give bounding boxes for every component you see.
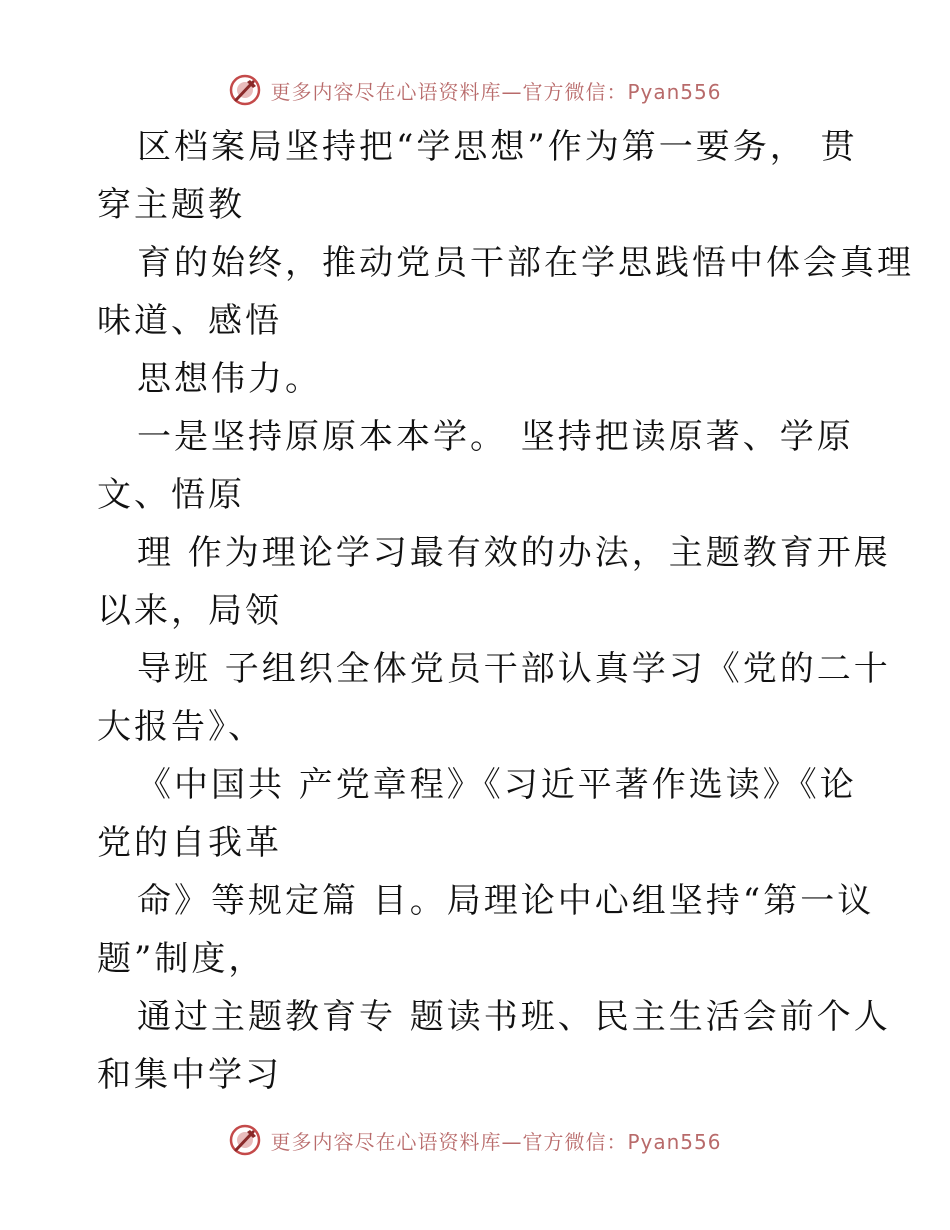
body-line: 《中国共 产党章程》《习近平著作选读》《论 (137, 765, 857, 805)
header-banner-text: 更多内容尽在心语资料库—官方微信：Pyan556 (270, 79, 722, 104)
brand-logo-icon (228, 1123, 262, 1157)
body-line: 大报告》、 (97, 707, 265, 747)
body-line: 思想伟力。 (137, 359, 322, 399)
body-line: 文、悟原 (97, 475, 245, 515)
body-line: 育的始终，推动党员干部在学思践悟中体会真理 (137, 243, 914, 283)
body-line: 味道、感悟 (97, 301, 282, 341)
body-line: 一是坚持原原本本学。 坚持把读原著、学原 (137, 417, 854, 457)
brand-logo-icon (228, 73, 262, 107)
body-line: 穿主题教 (97, 185, 245, 225)
footer-banner-text: 更多内容尽在心语资料库—官方微信：Pyan556 (270, 1129, 722, 1154)
body-line: 命》等规定篇 目。局理论中心组坚持“第一议 (137, 881, 875, 921)
body-line: 导班 子组织全体党员干部认真学习《党的二十 (137, 649, 891, 689)
body-line: 区档案局坚持把“学思想”作为第一要务， 贯 (137, 127, 858, 167)
header-banner (0, 70, 950, 110)
body-line: 以来，局领 (97, 591, 282, 631)
document-body (97, 118, 914, 1104)
body-line: 通过主题教育专 题读书班、民主生活会前个人 (137, 997, 891, 1037)
body-line: 和集中学习 (97, 1055, 282, 1095)
body-line: 党的自我革 (97, 823, 282, 863)
body-line: 题”制度， (97, 939, 266, 979)
body-line: 理 作为理论学习最有效的办法，主题教育开展 (137, 533, 891, 573)
footer-banner (0, 1120, 950, 1160)
